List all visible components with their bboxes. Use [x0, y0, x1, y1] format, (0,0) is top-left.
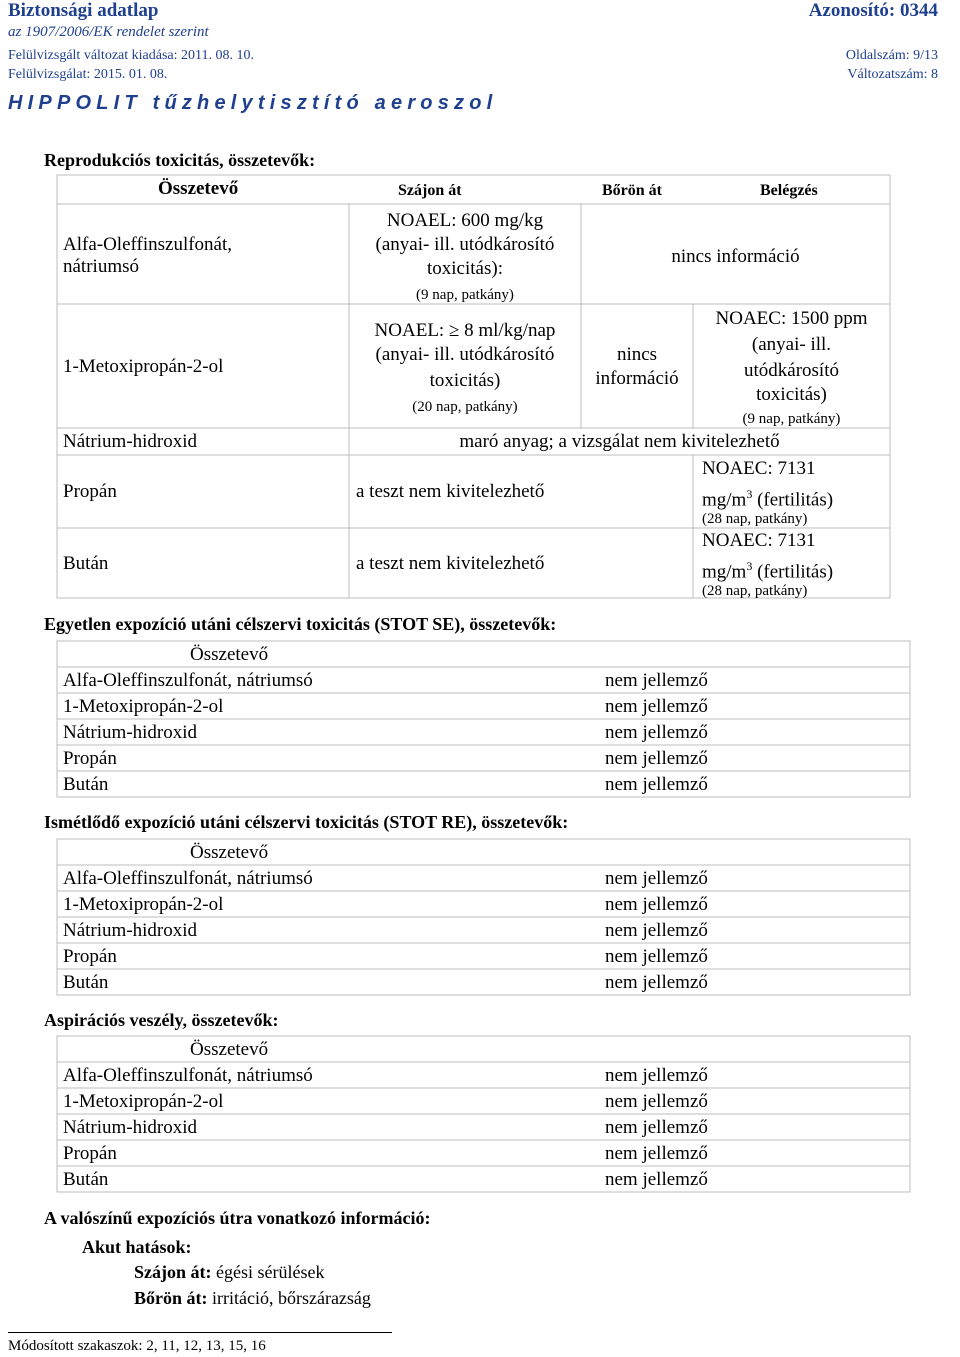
skin-exposure-line: [134, 1288, 371, 1309]
review-date: Felülvizsgálat: 2015. 01. 08.: [8, 67, 168, 82]
repro-row4-inhal-a: NOAEC: 7131: [702, 458, 816, 479]
stot-re-header: Összetevő: [190, 842, 269, 863]
aspiration-row1-value: nem jellemző: [605, 1065, 708, 1086]
aspiration-row4-value: nem jellemző: [605, 1143, 708, 1164]
repro-row2-inhal-d: toxicitás): [756, 384, 827, 405]
exposure-section-title: A valószínű expozíciós útra vonatkozó információ:: [44, 1208, 431, 1228]
stot-se-row4-value: nem jellemző: [605, 748, 708, 769]
product-name: HIPPOLIT tűzhelytisztító aeroszol: [8, 92, 498, 114]
repro-row4-inhal-c: (fertilitás): [752, 489, 834, 511]
aspiration-row5-name: Bután: [63, 1169, 109, 1190]
stot-re-row5-value: nem jellemző: [605, 972, 708, 993]
aspiration-row2-name: 1-Metoxipropán-2-ol: [63, 1091, 224, 1112]
repro-row4-inhal-d: (28 nap, patkány): [702, 511, 808, 527]
repro-row2-dermal-a: nincs: [616, 344, 658, 365]
aspiration-row5-value: nem jellemző: [605, 1169, 708, 1190]
repro-row2-oral-d: (20 nap, patkány): [412, 399, 518, 415]
stot-re-row3-name: Nátrium-hidroxid: [63, 920, 198, 941]
stot-re-row1-name: Alfa-Oleffinszulfonát, nátriumsó: [63, 868, 313, 889]
repro-section-title: Reprodukciós toxicitás, összetevők:: [44, 150, 316, 170]
repro-row1-oral-c: toxicitás):: [427, 258, 503, 279]
stot-re-row5-name: Bután: [63, 972, 109, 993]
repro-row1-oral-d: (9 nap, patkány): [416, 287, 514, 303]
acute-effects-label: Akut hatások:: [82, 1237, 192, 1257]
aspiration-row2-value: nem jellemző: [605, 1091, 708, 1112]
stot-se-row4-name: Propán: [63, 748, 117, 769]
repro-row2-dermal-b: információ: [595, 368, 679, 389]
stot-re-row4-value: nem jellemző: [605, 946, 708, 967]
repro-row4-inhal-unit: mg/m: [702, 489, 747, 511]
footer-divider: [8, 1332, 392, 1333]
repro-row1-dermal-inhal: nincs információ: [671, 246, 800, 267]
repro-row2-component: 1-Metoxipropán-2-ol: [63, 356, 224, 377]
repro-row5-inhal-a: NOAEC: 7131: [702, 530, 816, 551]
repro-header-inhalation: Belégzés: [760, 182, 818, 199]
stot-se-header: Összetevő: [190, 644, 269, 665]
repro-row3-all-routes: maró anyag; a vizsgálat nem kivitelezhető: [459, 431, 780, 452]
aspiration-row4-name: Propán: [63, 1143, 117, 1164]
aspiration-header: Összetevő: [190, 1039, 269, 1060]
doc-title: Biztonsági adatlap: [8, 0, 159, 21]
stot-se-row3-name: Nátrium-hidroxid: [63, 722, 198, 743]
repro-header-component: Összetevő: [158, 178, 239, 199]
stot-se-row1-value: nem jellemző: [605, 670, 708, 691]
aspiration-row1-name: Alfa-Oleffinszulfonát, nátriumsó: [63, 1065, 313, 1086]
stot-re-row2-value: nem jellemző: [605, 894, 708, 915]
repro-row5-inhal-d: (28 nap, patkány): [702, 583, 808, 599]
stot-se-section-title: Egyetlen expozíció utáni célszervi toxicitás (STOT SE), összetevők:: [44, 614, 557, 634]
repro-row1-component: Alfa-Oleffinszulfonát, nátriumsó: [63, 234, 233, 277]
version-number: Változatszám: 8: [847, 67, 938, 82]
repro-row4-component: Propán: [63, 481, 117, 502]
aspiration-row3-name: Nátrium-hidroxid: [63, 1117, 198, 1138]
repro-header-oral: Szájon át: [398, 182, 462, 199]
repro-row1-oral-b: (anyai- ill. utódkárosító: [375, 234, 555, 255]
repro-row2-inhal-b: (anyai- ill.: [751, 334, 832, 355]
stot-re-row3-value: nem jellemző: [605, 920, 708, 941]
issue-date: Felülvizsgált változat kiadása: 2011. 08. 10.: [8, 48, 254, 63]
aspiration-row3-value: nem jellemző: [605, 1117, 708, 1138]
repro-header-dermal: Bőrön át: [602, 182, 662, 199]
stot-re-section-title: Ismétlődő expozíció utáni célszervi toxicitás (STOT RE), összetevők:: [44, 812, 569, 832]
repro-row5-inhal-unit: mg/m: [702, 561, 747, 583]
stot-re-row2-name: 1-Metoxipropán-2-ol: [63, 894, 224, 915]
stot-se-row2-name: 1-Metoxipropán-2-ol: [63, 696, 224, 717]
repro-row5-inhal-sup: 3: [746, 559, 753, 573]
modified-sections: Módosított szakaszok: 2, 11, 12, 13, 15, 16: [8, 1338, 266, 1354]
stot-se-row5-name: Bután: [63, 774, 109, 795]
stot-se-row5-value: nem jellemző: [605, 774, 708, 795]
document-identifier: Azonosító: 0344: [808, 0, 938, 21]
repro-row2-inhal-a: NOAEC: 1500 ppm: [715, 308, 868, 329]
repro-row1-oral-a: NOAEL: 600 mg/kg: [386, 210, 544, 231]
stot-re-row1-value: nem jellemző: [605, 868, 708, 889]
skin-exposure-value: irritáció, bőrszárazság: [207, 1288, 371, 1308]
stot-se-row2-value: nem jellemző: [605, 696, 708, 717]
repro-row4-oral-dermal: a teszt nem kivitelezhető: [356, 481, 545, 502]
repro-row5-oral-dermal: a teszt nem kivitelezhető: [356, 553, 545, 574]
oral-exposure-value: égési sérülések: [211, 1262, 325, 1282]
repro-row2-oral-a: NOAEL: ≥ 8 ml/kg/nap: [374, 320, 556, 341]
repro-row5-component: Bután: [63, 553, 109, 574]
stot-re-row4-name: Propán: [63, 946, 117, 967]
regulation-subtitle: az 1907/2006/EK rendelet szerint: [8, 24, 209, 40]
skin-exposure-label: Bőrön át:: [134, 1288, 208, 1308]
oral-exposure-line: [134, 1262, 324, 1283]
repro-row2-inhal-c: utódkárosító: [744, 360, 839, 381]
repro-row4-inhal-sup: 3: [746, 487, 753, 501]
aspiration-section-title: Aspirációs veszély, összetevők:: [44, 1010, 279, 1030]
repro-row5-inhal-c: (fertilitás): [752, 561, 834, 583]
repro-row2-oral-c: toxicitás): [429, 370, 501, 391]
repro-row3-component: Nátrium-hidroxid: [63, 431, 198, 452]
page-number: Oldalszám: 9/13: [845, 48, 938, 63]
repro-row2-inhal-e: (9 nap, patkány): [742, 411, 841, 427]
stot-se-row3-value: nem jellemző: [605, 722, 708, 743]
stot-se-row1-name: Alfa-Oleffinszulfonát, nátriumsó: [63, 670, 313, 691]
oral-exposure-label: Szájon át:: [134, 1262, 212, 1282]
repro-row2-oral-b: (anyai- ill. utódkárosító: [375, 344, 555, 365]
